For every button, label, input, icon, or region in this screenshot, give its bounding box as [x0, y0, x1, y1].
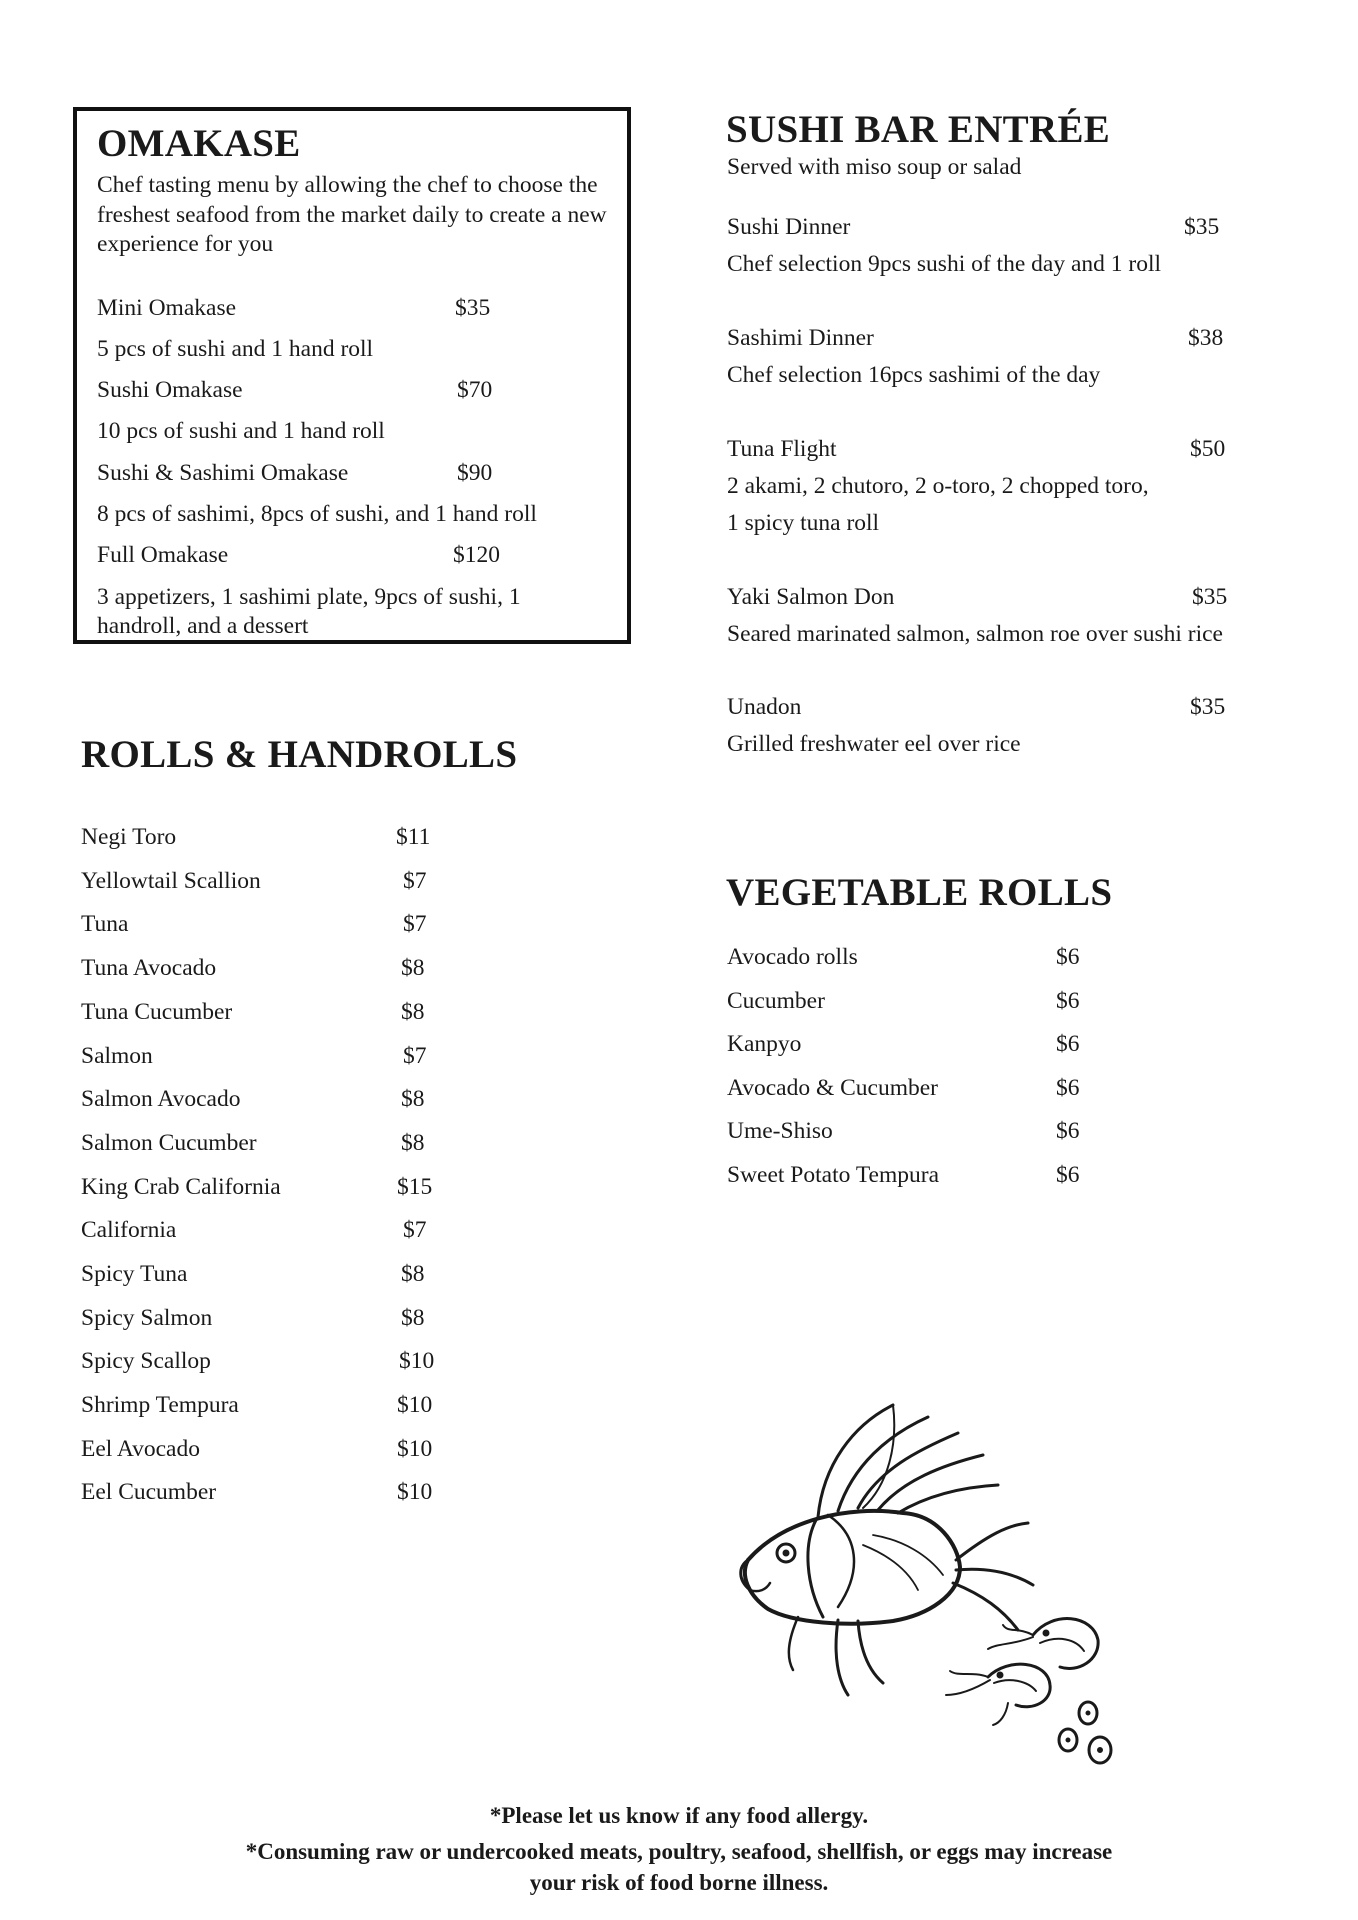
vegetable-item-name: Avocado & Cucumber	[727, 1075, 939, 1101]
roll-name: Tuna Avocado	[81, 955, 217, 981]
roll-name: California	[81, 1217, 177, 1243]
omakase-item-desc: 8 pcs of sashimi, 8pcs of sushi, and 1 hand roll	[97, 501, 537, 527]
roll-name: Eel Cucumber	[81, 1479, 217, 1505]
raw-food-warning: *Consuming raw or undercooked meats, poultry, seafood, shellfish, or eggs may increase	[245, 1839, 1113, 1864]
vegetable-item-name: Avocado rolls	[727, 944, 858, 970]
sushi-bar-item-desc: Chef selection 16pcs sashimi of the day	[727, 362, 1101, 388]
roll-price: $7	[403, 868, 427, 894]
omakase-description: Chef tasting menu by allowing the chef to choose the freshest seafood from the market daily to create a new experience for you	[97, 172, 607, 257]
sushi-bar-item-desc: 1 spicy tuna roll	[727, 510, 880, 536]
roll-name: Eel Avocado	[81, 1436, 200, 1462]
roll-name: Spicy Scallop	[81, 1348, 211, 1374]
roll-name: Salmon	[81, 1043, 153, 1069]
roll-name: Tuna	[81, 911, 129, 937]
roll-price: $11	[396, 824, 431, 850]
roll-price: $7	[403, 1043, 427, 1069]
vegetable-item-name: Cucumber	[727, 988, 825, 1014]
vegetable-item-price: $6	[1056, 988, 1080, 1014]
vegetable-title: VEGETABLE ROLLS	[726, 871, 1113, 914]
sushi-bar-item-name: Sashimi Dinner	[727, 325, 874, 351]
sushi-bar-item-price: $35	[1184, 214, 1220, 240]
roll-price: $15	[397, 1174, 433, 1200]
roll-price: $10	[397, 1479, 433, 1505]
sushi-bar-item-price: $35	[1190, 694, 1226, 720]
roll-name: Yellowtail Scallion	[81, 868, 261, 894]
roll-price: $7	[403, 1217, 427, 1243]
omakase-item-desc: 10 pcs of sushi and 1 hand roll	[97, 418, 385, 444]
sushi-bar-item-desc: Seared marinated salmon, salmon roe over sushi rice	[727, 621, 1223, 647]
vegetable-item-price: $6	[1056, 944, 1080, 970]
roll-price: $10	[397, 1392, 433, 1418]
omakase-title: OMAKASE	[97, 122, 301, 165]
omakase-item-desc: handroll, and a dessert	[97, 613, 309, 639]
roll-price: $7	[403, 911, 427, 937]
roll-name: Negi Toro	[81, 824, 177, 850]
roll-name: Spicy Tuna	[81, 1261, 188, 1287]
roll-price: $8	[401, 1261, 425, 1287]
roll-name: King Crab California	[81, 1174, 281, 1200]
roll-name: Spicy Salmon	[81, 1305, 213, 1331]
roll-price: $8	[401, 1130, 425, 1156]
sushi-bar-item-desc: 2 akami, 2 chutoro, 2 o-toro, 2 chopped toro,	[727, 473, 1149, 499]
roll-price: $10	[399, 1348, 435, 1374]
sushi-bar-item-price: $50	[1190, 436, 1226, 462]
vegetable-item-name: Sweet Potato Tempura	[727, 1162, 939, 1188]
roll-price: $8	[401, 999, 425, 1025]
omakase-item-name: Sushi & Sashimi Omakase	[97, 460, 349, 486]
sushi-bar-item-price: $35	[1192, 584, 1228, 610]
sushi-bar-item-name: Sushi Dinner	[727, 214, 851, 240]
sushi-bar-item-desc: Chef selection 9pcs sushi of the day and 1 roll	[727, 251, 1162, 277]
sushi-bar-item-name: Yaki Salmon Don	[727, 584, 895, 610]
sushi-bar-item-name: Unadon	[727, 694, 802, 720]
roll-price: $8	[401, 1305, 425, 1331]
omakase-item-name: Mini Omakase	[97, 295, 237, 321]
omakase-item-name: Sushi Omakase	[97, 377, 243, 403]
rolls-title: ROLLS & HANDROLLS	[81, 733, 518, 776]
sushi-bar-item-desc: Grilled freshwater eel over rice	[727, 731, 1021, 757]
vegetable-item-price: $6	[1056, 1162, 1080, 1188]
vegetable-item-name: Ume-Shiso	[727, 1118, 833, 1144]
vegetable-item-name: Kanpyo	[727, 1031, 802, 1057]
roll-name: Tuna Cucumber	[81, 999, 233, 1025]
vegetable-item-price: $6	[1056, 1031, 1080, 1057]
omakase-item-price: $70	[457, 377, 493, 403]
omakase-item-price: $120	[453, 542, 500, 568]
roll-name: Shrimp Tempura	[81, 1392, 239, 1418]
omakase-item-price: $35	[455, 295, 491, 321]
roll-name: Salmon Cucumber	[81, 1130, 257, 1156]
sushi-bar-subtitle: Served with miso soup or salad	[727, 154, 1022, 180]
sushi-bar-item-name: Tuna Flight	[727, 436, 837, 462]
vegetable-item-price: $6	[1056, 1075, 1080, 1101]
roll-name: Salmon Avocado	[81, 1086, 241, 1112]
vegetable-item-price: $6	[1056, 1118, 1080, 1144]
sushi-bar-item-price: $38	[1188, 325, 1224, 351]
allergy-note: *Please let us know if any food allergy.	[489, 1803, 869, 1828]
raw-food-warning-line2: your risk of food borne illness.	[529, 1870, 829, 1895]
omakase-item-desc: 3 appetizers, 1 sashimi plate, 9pcs of sushi, 1	[97, 584, 521, 610]
sushi-bar-title: SUSHI BAR ENTRÉE	[726, 108, 1111, 151]
omakase-item-name: Full Omakase	[97, 542, 229, 568]
omakase-item-desc: 5 pcs of sushi and 1 hand roll	[97, 336, 374, 362]
omakase-item-price: $90	[457, 460, 493, 486]
roll-price: $10	[397, 1436, 433, 1462]
fish-and-shrimp-sketch-icon	[688, 1395, 1200, 1795]
roll-price: $8	[401, 1086, 425, 1112]
roll-price: $8	[401, 955, 425, 981]
